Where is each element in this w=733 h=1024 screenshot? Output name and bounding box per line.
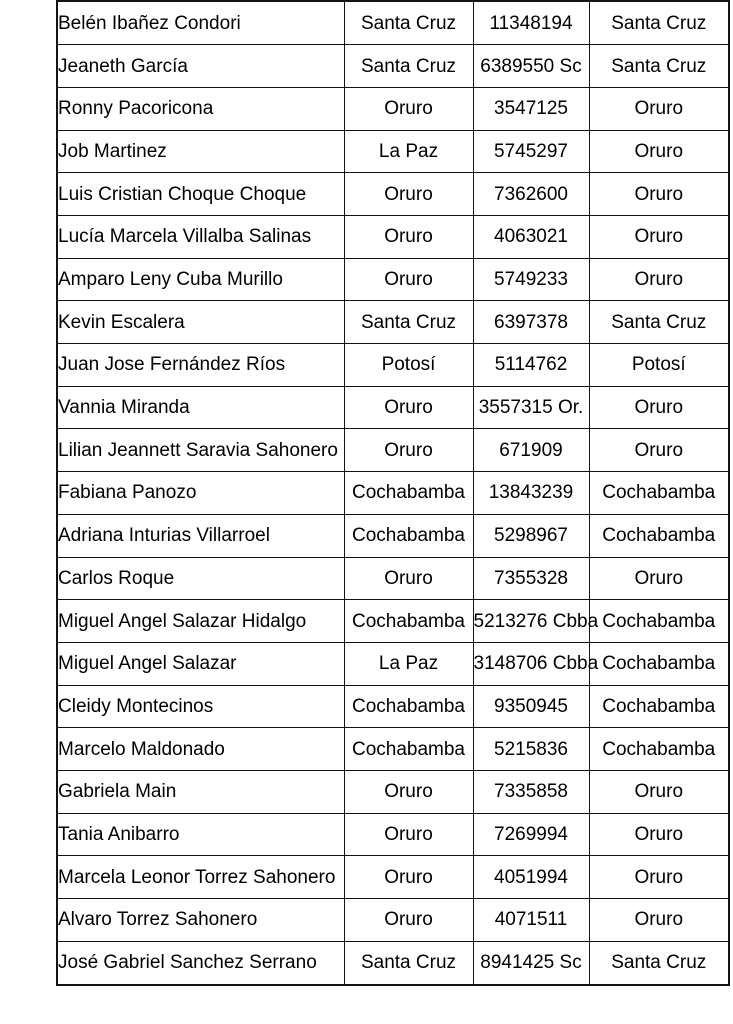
- cell-name: Carlos Roque: [57, 557, 344, 600]
- cell-name: Marcelo Maldonado: [57, 728, 344, 771]
- cell-city: La Paz: [344, 130, 473, 173]
- cell-city: Santa Cruz: [344, 941, 473, 985]
- cell-id-number: 5213276 Cbba: [473, 600, 589, 643]
- cell-id-number: 7335858: [473, 770, 589, 813]
- cell-city-2: Cochabamba: [589, 728, 729, 771]
- cell-id-number: 4063021: [473, 216, 589, 259]
- cell-id-number: 671909: [473, 429, 589, 472]
- table-row: [57, 941, 729, 985]
- cell-city: Oruro: [344, 429, 473, 472]
- cell-id-number: 5114762: [473, 344, 589, 387]
- table-row: [57, 600, 729, 643]
- cell-city: Oruro: [344, 173, 473, 216]
- cell-city-2: Santa Cruz: [589, 941, 729, 985]
- cell-city: Santa Cruz: [344, 1, 473, 45]
- cell-id-number: 13843239: [473, 472, 589, 515]
- cell-city-2: Oruro: [589, 87, 729, 130]
- cell-id-number: 3547125: [473, 87, 589, 130]
- cell-name: Gabriela Main: [57, 770, 344, 813]
- table-row: [57, 856, 729, 899]
- cell-city-2: Oruro: [589, 557, 729, 600]
- cell-id-number: 11348194: [473, 1, 589, 45]
- cell-id-number: 3148706 Cbba: [473, 642, 589, 685]
- cell-city: Oruro: [344, 813, 473, 856]
- cell-id-number: 6397378: [473, 301, 589, 344]
- cell-city-2: Cochabamba: [589, 514, 729, 557]
- table-row: [57, 258, 729, 301]
- table-row: [57, 514, 729, 557]
- cell-name: Miguel Angel Salazar: [57, 642, 344, 685]
- cell-city: La Paz: [344, 642, 473, 685]
- cell-name: Lucía Marcela Villalba Salinas: [57, 216, 344, 259]
- cell-city: Oruro: [344, 770, 473, 813]
- cell-id-number: 6389550 Sc: [473, 45, 589, 88]
- cell-id-number: 5215836: [473, 728, 589, 771]
- cell-name: Kevin Escalera: [57, 301, 344, 344]
- roster-table: [56, 0, 730, 986]
- cell-city-2: Oruro: [589, 130, 729, 173]
- table-row: [57, 685, 729, 728]
- cell-city: Oruro: [344, 216, 473, 259]
- cell-id-number: 3557315 Or.: [473, 386, 589, 429]
- table-row: [57, 45, 729, 88]
- cell-city: Santa Cruz: [344, 45, 473, 88]
- cell-name: Vannia Miranda: [57, 386, 344, 429]
- cell-city-2: Oruro: [589, 429, 729, 472]
- cell-name: Fabiana Panozo: [57, 472, 344, 515]
- table-row: [57, 130, 729, 173]
- cell-name: Marcela Leonor Torrez Sahonero: [57, 856, 344, 899]
- cell-city: Oruro: [344, 386, 473, 429]
- cell-city: Santa Cruz: [344, 301, 473, 344]
- roster-table-body: [57, 1, 729, 985]
- cell-id-number: 7269994: [473, 813, 589, 856]
- cell-name: Amparo Leny Cuba Murillo: [57, 258, 344, 301]
- cell-city-2: Oruro: [589, 216, 729, 259]
- cell-city: Cochabamba: [344, 600, 473, 643]
- table-row: [57, 87, 729, 130]
- table-row: [57, 344, 729, 387]
- cell-city: Oruro: [344, 856, 473, 899]
- cell-id-number: 9350945: [473, 685, 589, 728]
- cell-city-2: Potosí: [589, 344, 729, 387]
- cell-city-2: Oruro: [589, 770, 729, 813]
- table-row: [57, 173, 729, 216]
- cell-name: Juan Jose Fernández Ríos: [57, 344, 344, 387]
- cell-city-2: Santa Cruz: [589, 301, 729, 344]
- cell-city: Potosí: [344, 344, 473, 387]
- cell-name: Alvaro Torrez Sahonero: [57, 899, 344, 942]
- cell-city-2: Cochabamba: [589, 472, 729, 515]
- cell-id-number: 7362600: [473, 173, 589, 216]
- cell-id-number: 5749233: [473, 258, 589, 301]
- cell-city-2: Oruro: [589, 386, 729, 429]
- cell-id-number: 5298967: [473, 514, 589, 557]
- cell-id-number: 4071511: [473, 899, 589, 942]
- cell-name: Lilian Jeannett Saravia Sahonero: [57, 429, 344, 472]
- cell-city: Oruro: [344, 899, 473, 942]
- table-row: [57, 728, 729, 771]
- cell-city: Cochabamba: [344, 728, 473, 771]
- table-row: [57, 386, 729, 429]
- table-row: [57, 770, 729, 813]
- cell-city-2: Oruro: [589, 899, 729, 942]
- cell-city-2: Oruro: [589, 856, 729, 899]
- cell-city-2: Cochabamba: [589, 685, 729, 728]
- cell-name: Miguel Angel Salazar Hidalgo: [57, 600, 344, 643]
- cell-id-number: 4051994: [473, 856, 589, 899]
- cell-name: Luis Cristian Choque Choque: [57, 173, 344, 216]
- cell-name: Tania Anibarro: [57, 813, 344, 856]
- table-row: [57, 216, 729, 259]
- cell-city: Cochabamba: [344, 514, 473, 557]
- cell-name: Jeaneth García: [57, 45, 344, 88]
- table-row: [57, 301, 729, 344]
- cell-id-number: 7355328: [473, 557, 589, 600]
- cell-city: Cochabamba: [344, 472, 473, 515]
- table-row: [57, 429, 729, 472]
- cell-name: José Gabriel Sanchez Serrano: [57, 941, 344, 985]
- cell-city-2: Cochabamba: [589, 600, 729, 643]
- cell-city-2: Santa Cruz: [589, 45, 729, 88]
- table-row: [57, 899, 729, 942]
- cell-city-2: Santa Cruz: [589, 1, 729, 45]
- cell-city: Oruro: [344, 258, 473, 301]
- cell-city: Oruro: [344, 87, 473, 130]
- table-row: [57, 642, 729, 685]
- cell-city-2: Oruro: [589, 258, 729, 301]
- cell-city-2: Cochabamba: [589, 642, 729, 685]
- table-row: [57, 1, 729, 45]
- cell-name: Adriana Inturias Villarroel: [57, 514, 344, 557]
- table-row: [57, 557, 729, 600]
- cell-city-2: Oruro: [589, 813, 729, 856]
- cell-name: Cleidy Montecinos: [57, 685, 344, 728]
- cell-city: Cochabamba: [344, 685, 473, 728]
- cell-city-2: Oruro: [589, 173, 729, 216]
- cell-name: Job Martinez: [57, 130, 344, 173]
- cell-name: Belén Ibañez Condori: [57, 1, 344, 45]
- table-row: [57, 472, 729, 515]
- cell-city: Oruro: [344, 557, 473, 600]
- cell-id-number: 8941425 Sc: [473, 941, 589, 985]
- cell-name: Ronny Pacoricona: [57, 87, 344, 130]
- table-row: [57, 813, 729, 856]
- cell-id-number: 5745297: [473, 130, 589, 173]
